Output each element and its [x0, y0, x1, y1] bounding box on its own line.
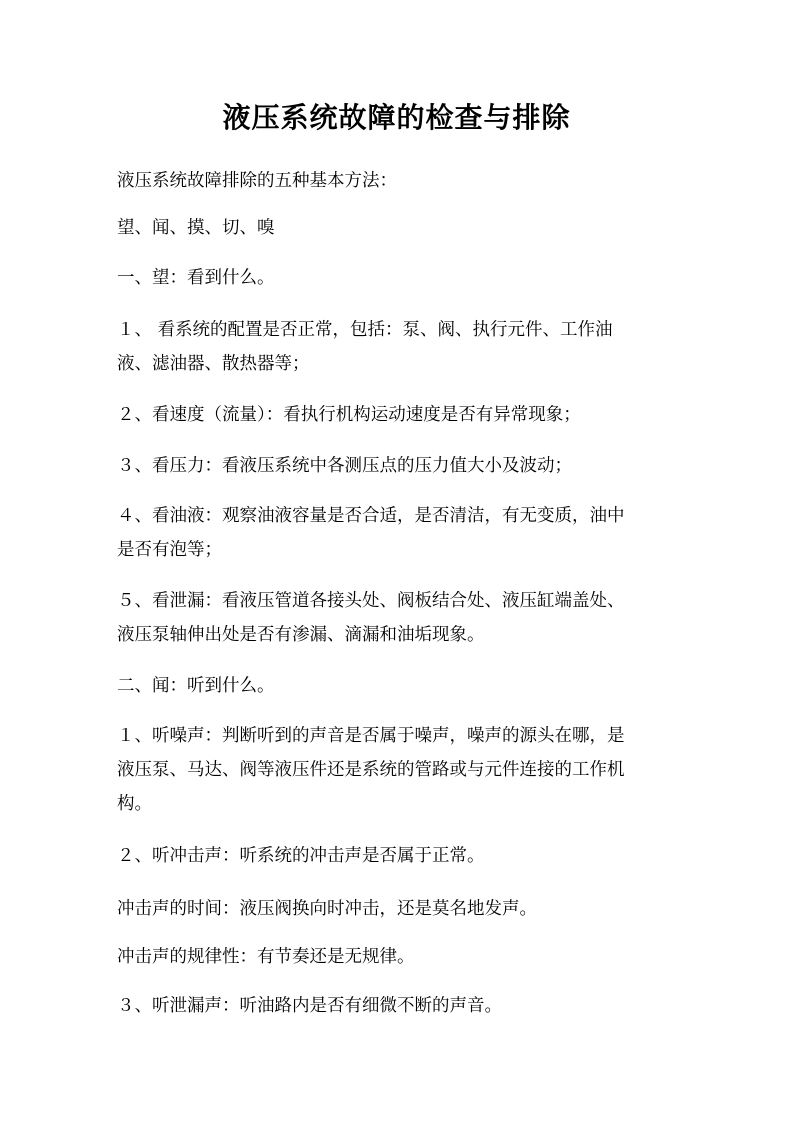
text-line: １、 看系统的配置是否正常，包括：泵、阀、执行元件、工作油 [117, 320, 613, 340]
paragraph [117, 499, 677, 567]
text-line: ２、看速度（流量）：看执行机构运动速度是否有异常现象； [117, 405, 581, 425]
paragraph [117, 584, 677, 652]
paragraph [117, 211, 677, 245]
paragraph [117, 839, 677, 873]
paragraph [117, 669, 677, 703]
text-line: 是否有泡等； [117, 540, 222, 560]
paragraph [117, 989, 677, 1023]
text-line: ３、听泄漏声：听油路内是否有细微不断的声音。 [117, 996, 502, 1016]
text-line: ５、看泄漏：看液压管道各接头处、阀板结合处、液压缸端盖处、 [117, 591, 625, 611]
page-title: 液压系统故障的检查与排除 [222, 101, 571, 134]
paragraph [117, 164, 677, 198]
text-line: １、听噪声：判断听到的声音是否属于噪声，噪声的源头在哪，是 [117, 726, 625, 746]
text-line: 一、望：看到什么。 [117, 268, 275, 288]
paragraph [117, 940, 677, 974]
text-line: 液压泵、马达、阀等液压件还是系统的管路或与元件连接的工作机 [117, 760, 625, 780]
paragraph [117, 261, 677, 295]
text-line: ２、听冲击声：听系统的冲击声是否属于正常。 [117, 846, 485, 866]
text-line: ３、看压力：看液压系统中各测压点的压力值大小及波动； [117, 456, 572, 476]
text-line: 冲击声的时间：液压阀换向时冲击，还是莫名地发声。 [117, 899, 537, 919]
text-line: 液压系统故障排除的五种基本方法： [117, 171, 397, 191]
paragraph [117, 719, 677, 821]
paragraph [117, 313, 677, 381]
text-line: 望、闻、摸、切、嗅 [117, 218, 275, 238]
text-line: 液压泵轴伸出处是否有渗漏、滴漏和油垢现象。 [117, 625, 485, 645]
text-line: 液、滤油器、散热器等； [117, 354, 310, 374]
text-line: 冲击声的规律性：有节奏还是无规律。 [117, 947, 415, 967]
paragraph [117, 892, 677, 926]
text-line: ４、看油液：观察油液容量是否合适，是否清洁，有无变质，油中 [117, 506, 625, 526]
paragraph [117, 398, 677, 432]
text-line: 二、闻：听到什么。 [117, 676, 275, 696]
text-line: 构。 [117, 794, 152, 814]
paragraph [117, 449, 677, 483]
